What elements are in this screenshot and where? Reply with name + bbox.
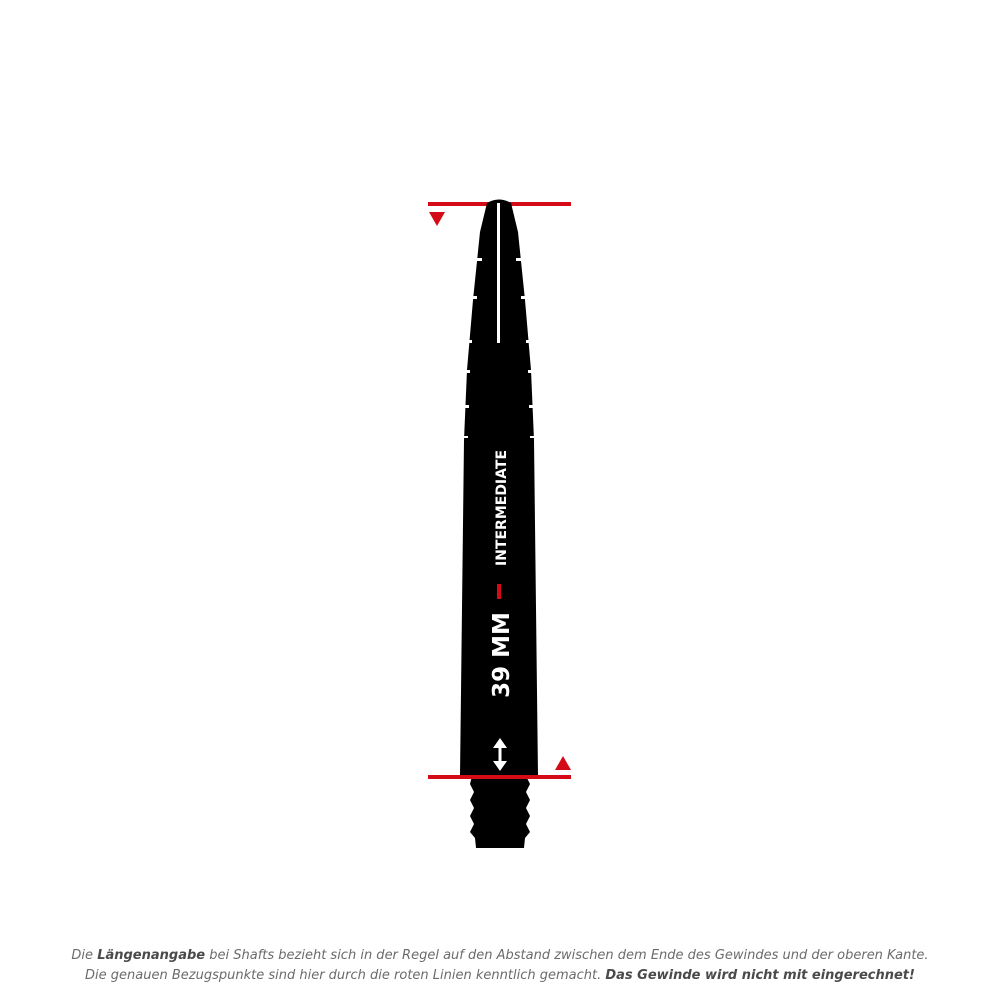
caption-line-2-prefix: Die genauen Bezugspunkte sind hier durch die roten Linien kenntlich gemacht. <box>85 968 606 983</box>
bottom-reference-line <box>428 775 571 779</box>
length-label: 39 MM <box>489 612 515 698</box>
caption <box>0 946 1000 986</box>
bottom-up-triangle-icon <box>555 756 571 770</box>
shaft-thread <box>470 776 530 848</box>
series-label: INTERMEDIATE <box>494 449 510 567</box>
caption-line-2-emphasis: Das Gewinde wird nicht mit eingerechnet! <box>605 968 915 983</box>
caption-line-1-emphasis: Längenangabe <box>97 948 206 963</box>
caption-line-2 <box>0 966 1000 986</box>
caption-line-1-prefix: Die <box>71 948 98 963</box>
shaft-center-slot <box>497 203 500 343</box>
caption-line-1 <box>0 946 1000 966</box>
caption-line-1-suffix: bei Shafts bezieht sich in der Regel auf den Abstand zwischen dem Ende des Gewindes und der oberen Kante. <box>205 948 929 963</box>
top-down-triangle-icon <box>429 212 445 226</box>
label-separator <box>497 584 501 599</box>
